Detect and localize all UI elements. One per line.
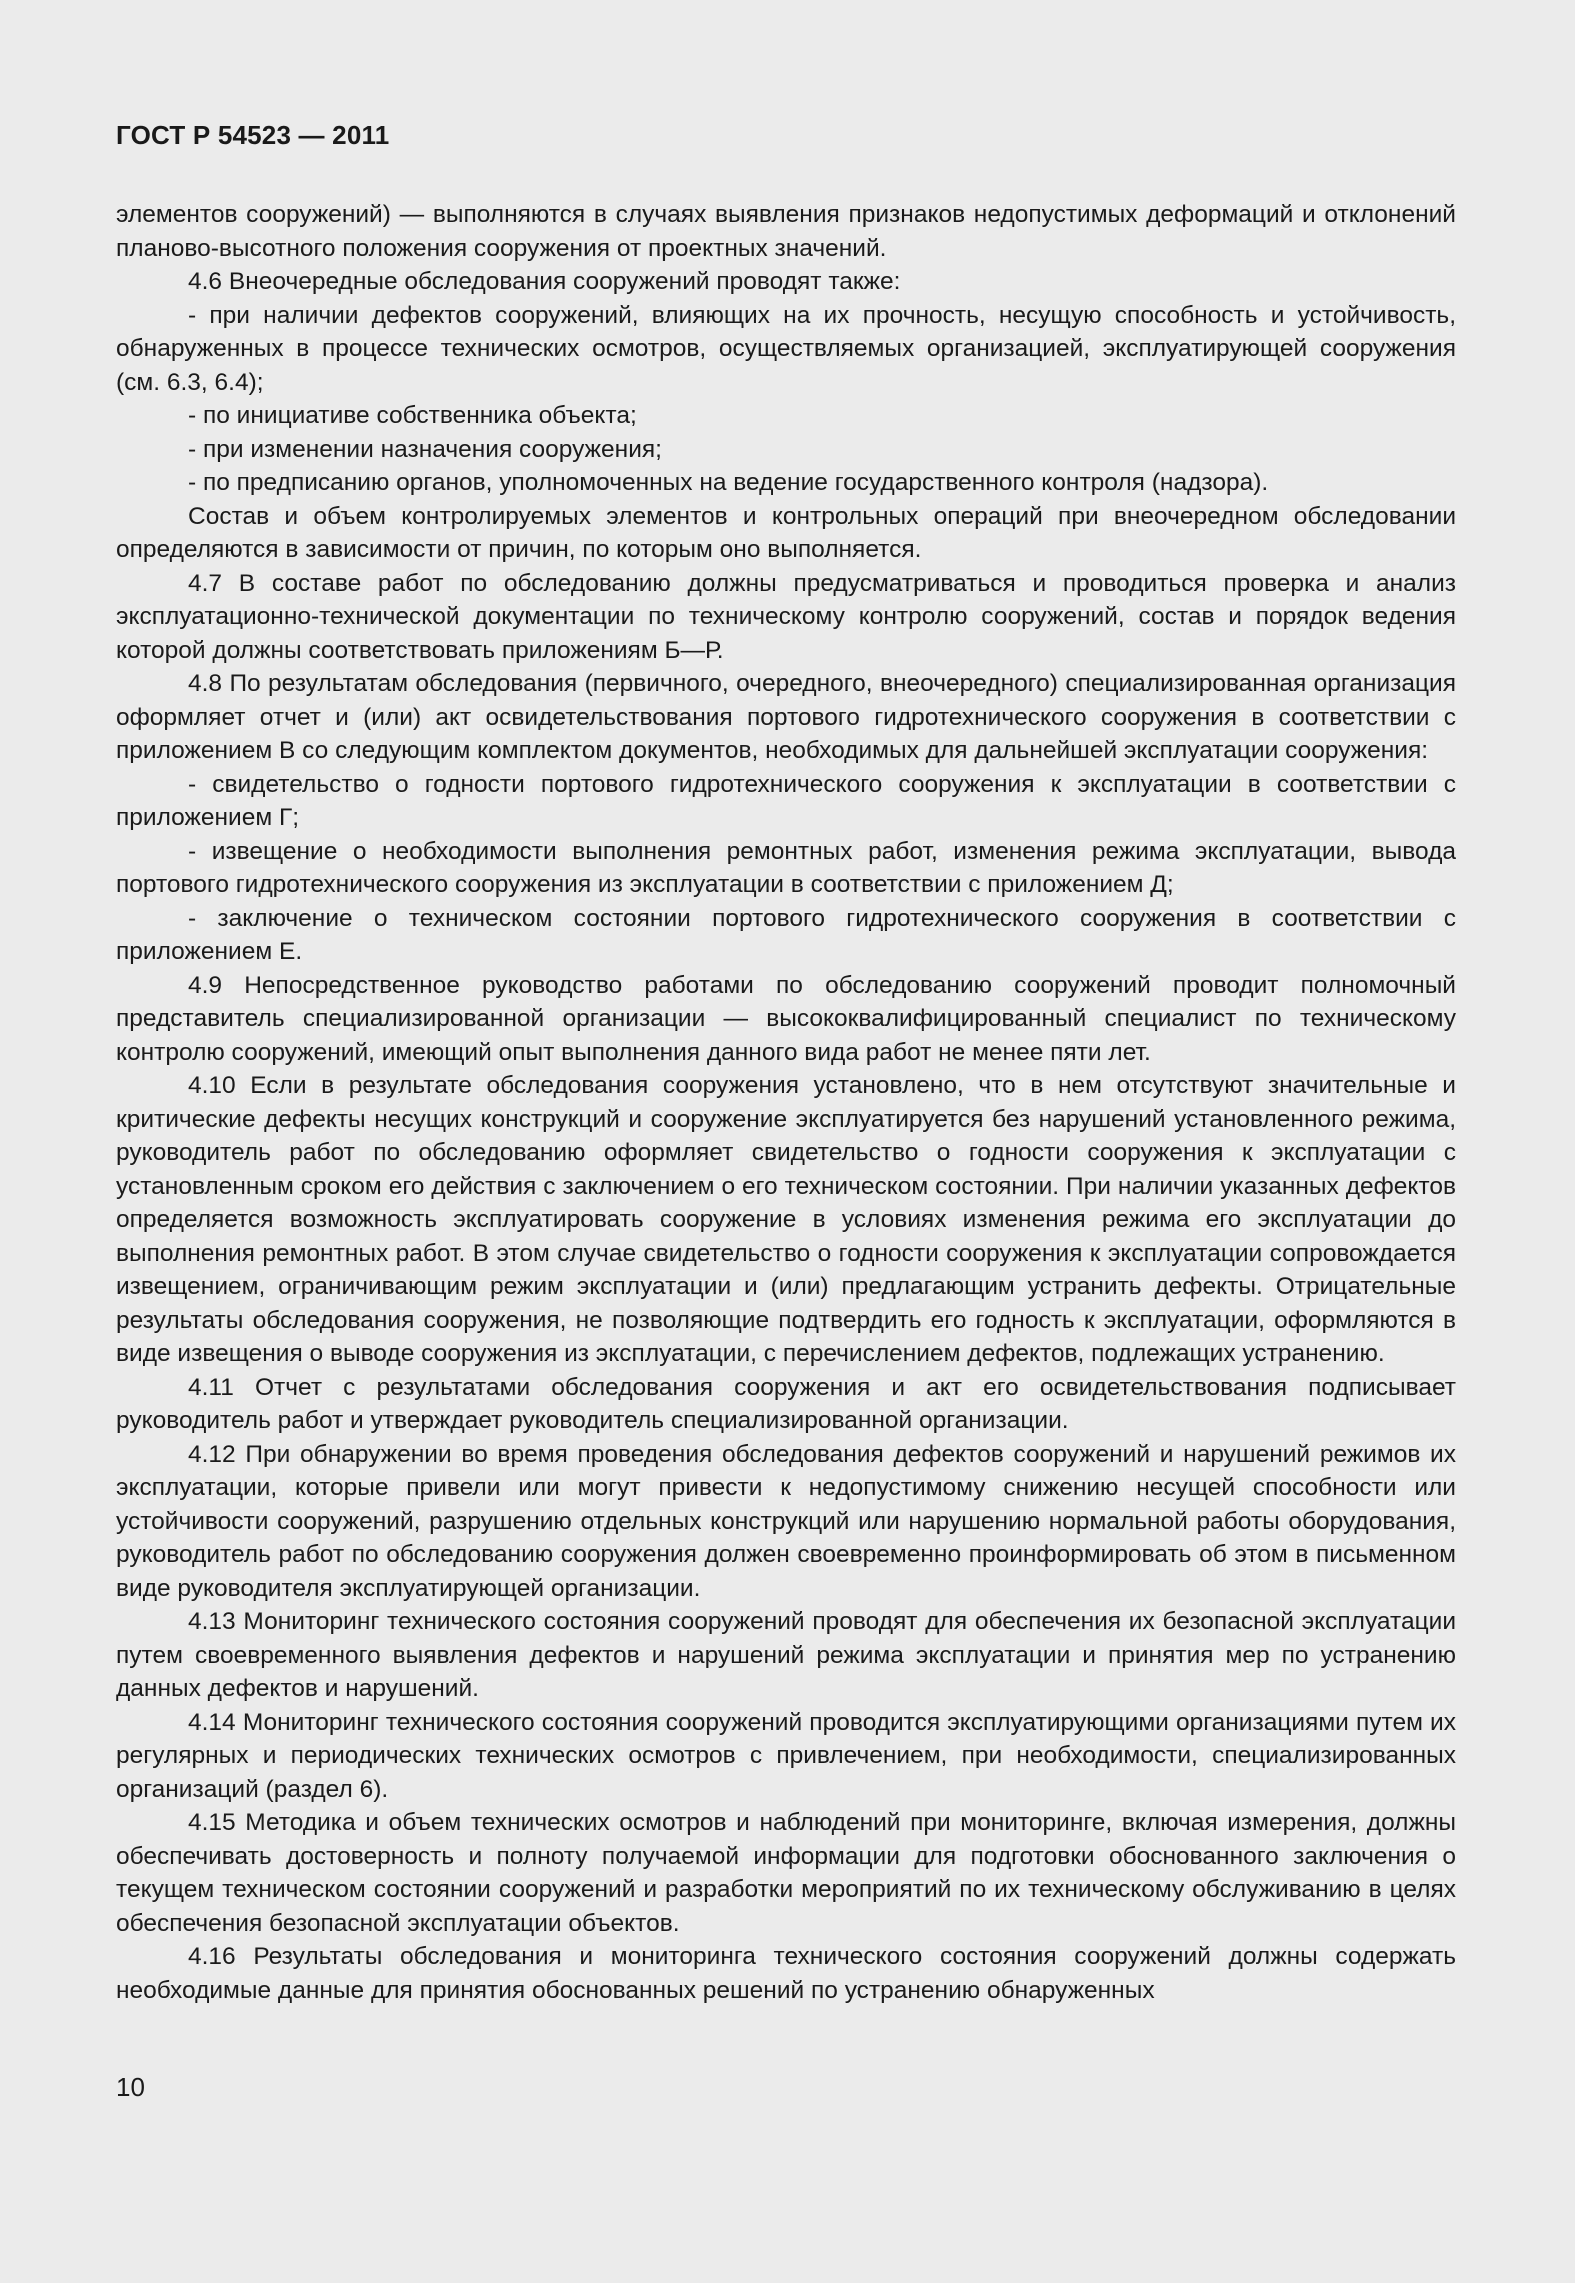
page-number: 10 [116,2072,145,2102]
paragraph: Состав и объем контролируемых элементов и контрольных операций при внеочередном обследовании определяются в зависимости от причин, по которым оно выполняется. [116,502,1456,563]
paragraph: 4.14 Мониторинг технического состояния сооружений проводится эксплуатирующими организациями путем их регулярных и периодических технических осмотров с привлечением, при необходимости, специализированных организаций (раздел 6). [116,1708,1456,1803]
standard-header: ГОСТ Р 54523 — 2011 [116,120,390,150]
paragraph: 4.7 В составе работ по обследованию должны предусматриваться и проводиться проверка и анализ эксплуатационно-технической документации по техническому контролю сооружений, состав и порядок ведения которой должны соответствовать приложениям Б—Р. [116,569,1456,664]
paragraph: элементов сооружений) — выполняются в случаях выявления признаков недопустимых деформаций и отклонений планово-высотного положения сооружения от проектных значений. [116,201,1456,262]
paragraph: - извещение о необходимости выполнения ремонтных работ, изменения режима эксплуатации, вывода портового гидротехнического сооружения из эксплуатации в соответствии с приложением Д; [116,837,1456,898]
paragraph: - по предписанию органов, уполномоченных на ведение государственного контроля (надзора). [188,469,1269,496]
paragraph: 4.11 Отчет с результатами обследования сооружения и акт его освидетельствования подписывает руководитель работ и утверждает руководитель специализированной организации. [116,1373,1456,1434]
paragraph: - по инициативе собственника объекта; [188,402,637,429]
paragraph: 4.10 Если в результате обследования сооружения установлено, что в нем отсутствуют значительные и критические дефекты несущих конструкций и сооружение эксплуатируется без нарушений установленного режима, руководитель работ по обследованию оформляет свидетельство о годности сооружения к эксплуатации с установленным сроком его действия с заключением о его техническом состоянии. При наличии указанных дефектов определяется возможность эксплуатировать сооружение в условиях изменения режима его эксплуатации до выполнения ремонтных работ. В этом случае свидетельство о годности сооружения к эксплуатации сопровождается извещением, ограничивающим режим эксплуатации и (или) предлагающим устранить дефекты. Отрицательные результаты обследования сооружения, не позволяющие подтвердить его годность к эксплуатации, оформляются в виде извещения о выводе сооружения из эксплуатации, с перечислением дефектов, подлежащих устранению. [116,1072,1456,1367]
paragraph: 4.13 Мониторинг технического состояния сооружений проводят для обеспечения их безопасной эксплуатации путем своевременного выявления дефектов и нарушений режима эксплуатации и принятия мер по устранению данных дефектов и нарушений. [116,1608,1456,1702]
paragraph: 4.12 При обнаружении во время проведения обследования дефектов сооружений и нарушений режимов их эксплуатации, которые привели или могут привести к недопустимому снижению несущей способности или устойчивости сооружений, разрушению отдельных конструкций или нарушению нормальной работы оборудования, руководитель работ по обследованию сооружения должен своевременно проинформировать об этом в письменном виде руководителя эксплуатирующей организации. [116,1440,1456,1602]
paragraph: - заключение о техническом состоянии портового гидротехнического сооружения в соответствии с приложением Е. [116,904,1456,965]
document-body [116,198,1456,2007]
paragraph: - свидетельство о годности портового гидротехнического сооружения к эксплуатации в соответствии с приложением Г; [116,770,1456,831]
paragraph: 4.8 По результатам обследования (первичного, очередного, внеочередного) специализированная организация оформляет отчет и (или) акт освидетельствования портового гидротехнического сооружения в соответствии с приложением В со следующим комплектом документов, необходимых для дальнейшей эксплуатации сооружения: [116,670,1456,764]
paragraph: 4.9 Непосредственное руководство работами по обследованию сооружений проводит полномочный представитель специализированной организации — высококвалифицированный специалист по техническому контролю сооружений, имеющий опыт выполнения данного вида работ не менее пяти лет. [116,971,1456,1066]
paragraph: 4.6 Внеочередные обследования сооружений проводят также: [188,268,901,295]
paragraph: 4.15 Методика и объем технических осмотров и наблюдений при мониторинге, включая измерения, должны обеспечивать достоверность и полноту получаемой информации для подготовки обоснованного заключения о текущем техническом состоянии сооружений и разработки мероприятий по их техническому обслуживанию в целях обеспечения безопасной эксплуатации объектов. [116,1809,1456,1937]
paragraph: - при наличии дефектов сооружений, влияющих на их прочность, несущую способность и устойчивость, обнаруженных в процессе технических осмотров, осуществляемых организацией, эксплуатирующей сооружения (см. 6.3, 6.4); [116,301,1456,396]
paragraph: - при изменении назначения сооружения; [188,435,662,463]
paragraph: 4.16 Результаты обследования и мониторинга технического состояния сооружений должны содержать необходимые данные для принятия обоснованных решений по устранению обнаруженных [116,1943,1456,2004]
